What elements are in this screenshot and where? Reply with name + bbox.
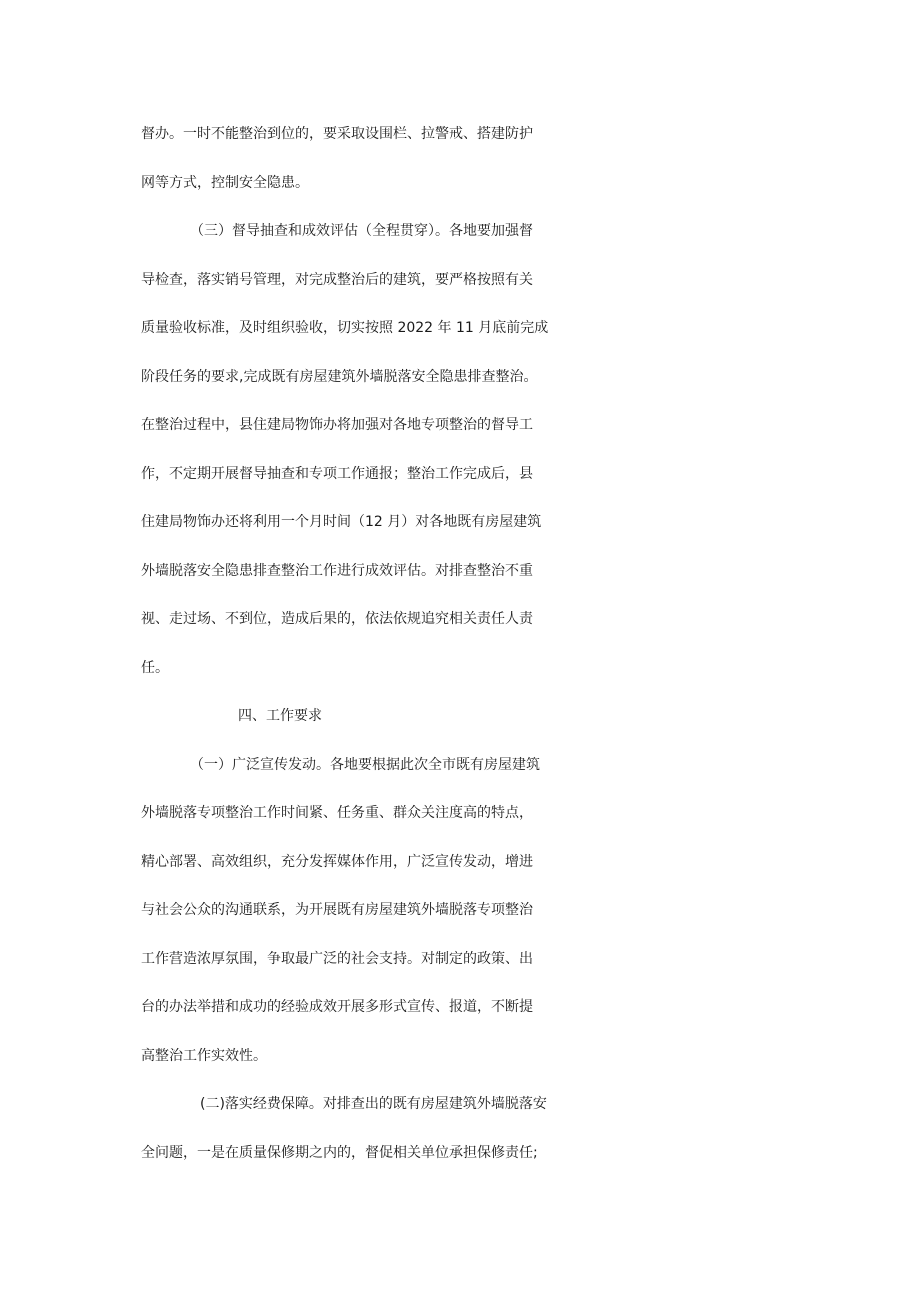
text-line: （一）广泛宣传发动。各地要根据此次全市既有房屋建筑 [190, 757, 540, 773]
text-line: 作，不定期开展督导抽查和专项工作通报；整治工作完成后，县 [141, 466, 533, 482]
text-line: 全问题，一是在质量保修期之内的，督促相关单位承担保修责任; [141, 1145, 538, 1161]
section-heading: 四、工作要求 [238, 708, 322, 724]
text-line: 外墙脱落专项整治工作时间紧、任务重、群众关注度高的特点， [141, 805, 533, 821]
text-line: 督办。一时不能整治到位的，要采取设围栏、拉警戒、搭建防护 [141, 126, 533, 142]
text-line: 工作营造浓厚氛围，争取最广泛的社会支持。对制定的政策、出 [141, 951, 533, 967]
text-line: 高整治工作实效性。 [141, 1048, 267, 1064]
text-line: 住建局物饰办还将利用一个月时间（12 月）对各地既有房屋建筑 [141, 514, 542, 530]
text-line: (二)落实经费保障。对排查出的既有房屋建筑外墙脱落安 [200, 1096, 547, 1112]
text-line: 与社会公众的沟通联系，为开展既有房屋建筑外墙脱落专项整治 [141, 902, 533, 918]
text-line: 台的办法举措和成功的经验成效开展多形式宣传、报道，不断提 [141, 999, 533, 1015]
text-line: （三）督导抽查和成效评估（全程贯穿）。各地要加强督 [190, 223, 533, 239]
text-line: 精心部署、高效组织，充分发挥媒体作用，广泛宣传发动，增进 [141, 854, 533, 870]
text-line: 视、走过场、不到位，造成后果的，依法依规追究相关责任人责 [141, 611, 533, 627]
text-line: 网等方式，控制安全隐患。 [141, 175, 309, 191]
text-line: 外墙脱落安全隐患排查整治工作进行成效评估。对排查整治不重 [141, 563, 533, 579]
text-line: 质量验收标准，及时组织验收，切实按照 2022 年 11 月底前完成 [141, 320, 549, 336]
text-line: 导检查，落实销号管理，对完成整治后的建筑，要严格按照有关 [141, 272, 533, 288]
text-line: 在整治过程中，县住建局物饰办将加强对各地专项整治的督导工 [141, 417, 533, 433]
text-line: 任。 [141, 660, 169, 676]
text-line: 阶段任务的要求,完成既有房屋建筑外墙脱落安全隐患排查整治。 [141, 369, 538, 385]
